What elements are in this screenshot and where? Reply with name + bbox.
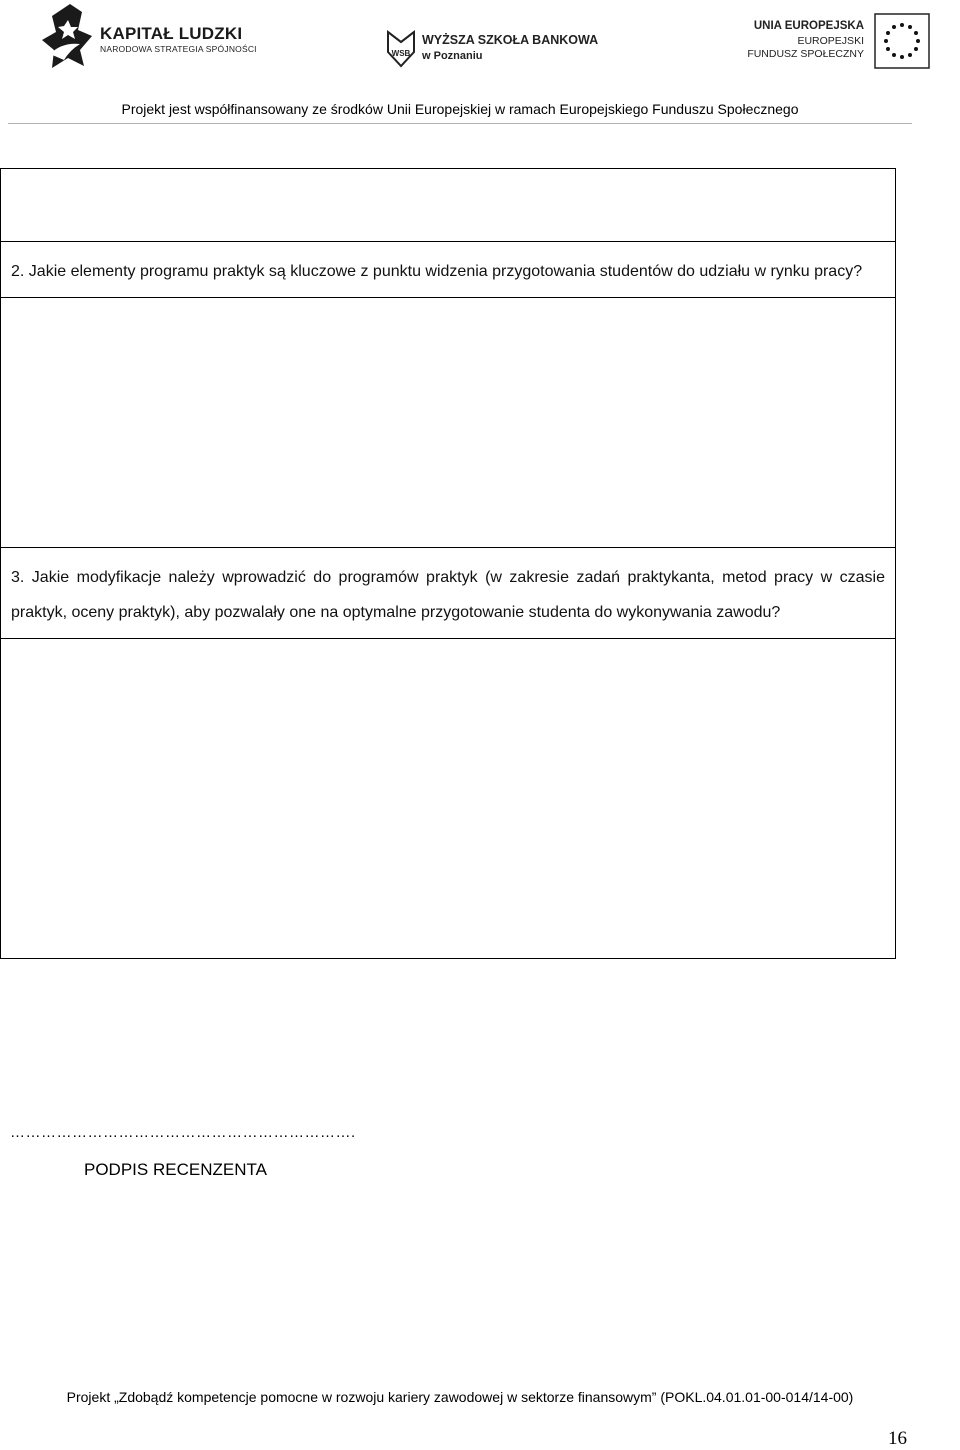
question-row — [1, 241, 895, 297]
question-2: 2. Jakie elementy programu praktyk są kluczowe z punktu widzenia przygotowania studentów do udziału w rynku pracy? — [11, 263, 863, 280]
project-note: Projekt „Zdobądź kompetencje pomocne w rozwoju kariery zawodowej w sektorze finansowym” (POKL.04.01.01-00-014/14-00) — [66, 1389, 854, 1405]
wsb-subtitle: w Poznaniu — [422, 50, 483, 62]
answer-area-previous[interactable] — [1, 169, 895, 241]
wsb-title: WYŻSZA SZKOŁA BANKOWA — [422, 33, 599, 47]
cofinance-note: Projekt jest współfinansowany ze środków Unii Europejskiej w ramach Europejskiego Funduszu Społecznego — [121, 101, 799, 117]
eu-logo — [740, 12, 930, 72]
kapital-ludzki-emblem-icon — [40, 2, 96, 70]
question-row — [1, 547, 895, 638]
eu-line3: FUNDUSZ SPOŁECZNY — [747, 48, 864, 60]
kapital-ludzki-logo — [40, 2, 260, 70]
signature-line[interactable]: …………………………………………………………. — [10, 1124, 356, 1141]
wsb-logo — [386, 26, 626, 70]
eu-line1: UNIA EUROPEJSKA — [753, 20, 864, 32]
signature-label: PODPIS RECENZENTA — [84, 1160, 267, 1179]
kapital-ludzki-subtitle: NARODOWA STRATEGIA SPÓJNOŚCI — [100, 44, 257, 54]
header-divider — [8, 123, 912, 124]
wsb-mark: WSB — [391, 49, 411, 58]
answer-area-2[interactable] — [1, 297, 895, 547]
question-3: 3. Jakie modyfikacje należy wprowadzić do programów praktyk (w zakresie zadań praktykanta, metod pracy w czasie praktyk, oceny praktyk), aby pozwalały one na optymalne przygotowanie studenta do wykonywania zawodu? — [11, 569, 885, 621]
eu-flag-icon — [874, 13, 930, 69]
eu-line2: EUROPEJSKI — [797, 35, 864, 47]
page-number: 16 — [888, 1428, 907, 1449]
wsb-shield-icon — [386, 28, 416, 68]
review-form-table — [0, 168, 896, 959]
kapital-ludzki-title: KAPITAŁ LUDZKI — [100, 24, 243, 43]
answer-area-3[interactable] — [1, 638, 895, 958]
